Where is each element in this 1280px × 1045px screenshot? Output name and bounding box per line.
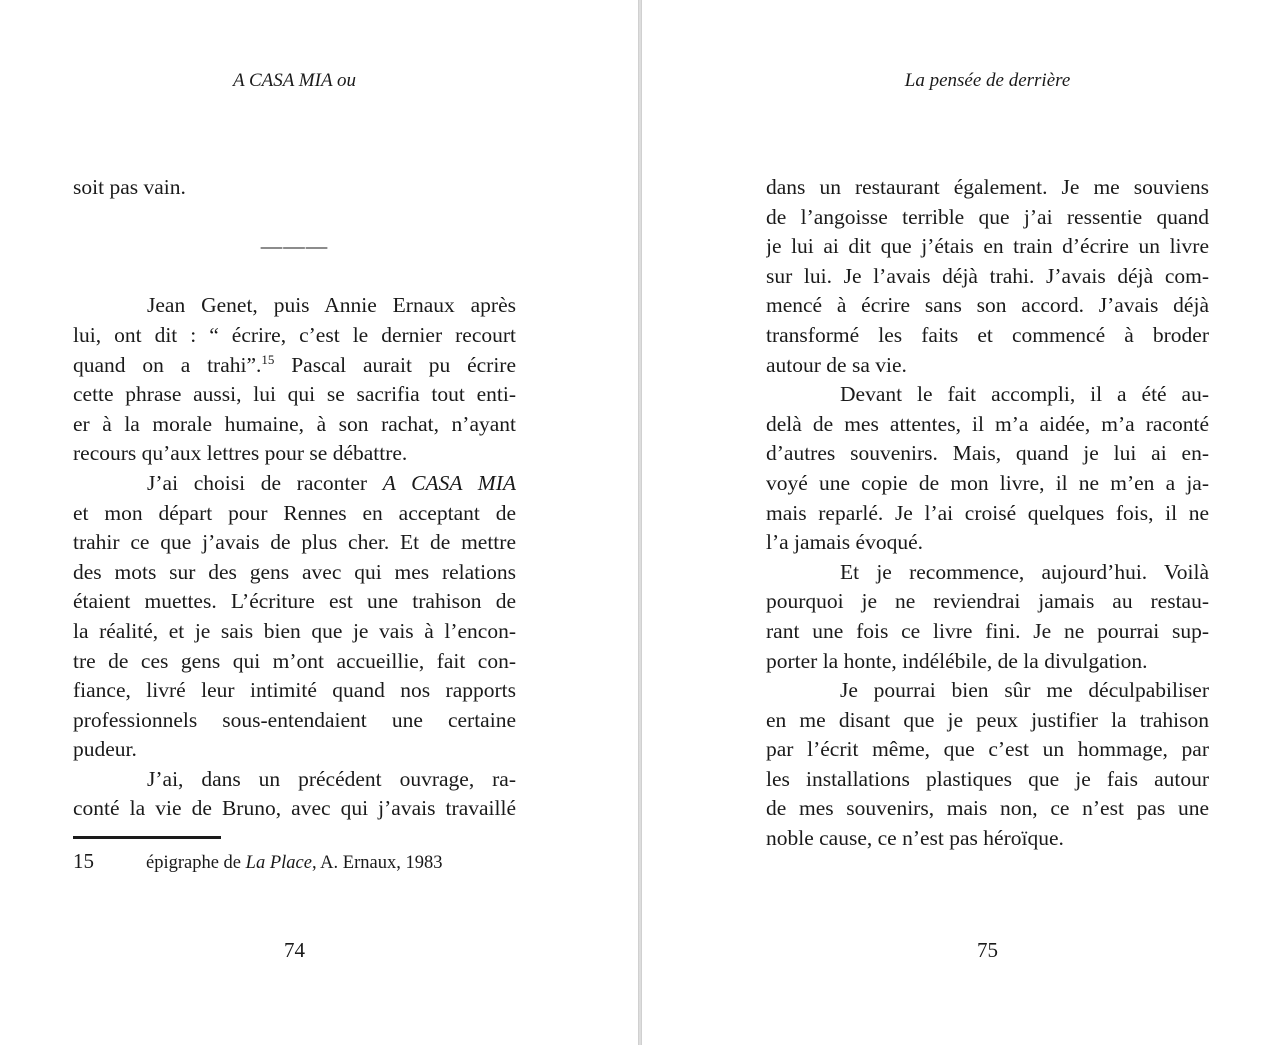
- left-body-text: [73, 173, 516, 824]
- text-line: [766, 439, 1209, 469]
- line-text: Je pourrai bien sûr me déculpabiliser: [840, 678, 1209, 703]
- line-text: quand on a trahi”.: [73, 352, 262, 377]
- text-line: [766, 499, 1209, 529]
- line-text: voyé une copie de mon livre, il ne m’en a ja-: [766, 470, 1209, 495]
- text-line: [73, 203, 516, 233]
- line-text: en me disant que je peux justifier la trahison: [766, 707, 1209, 732]
- line-text: professionnels sous-entendaient une certaine: [73, 707, 516, 732]
- page-number-right: 75: [977, 938, 998, 962]
- text-line: [766, 351, 1209, 381]
- text-line: [766, 765, 1209, 795]
- text-line: [766, 469, 1209, 499]
- footnote-number: 15: [73, 849, 94, 873]
- text-line: [73, 706, 516, 736]
- text-line: [766, 173, 1209, 203]
- text-line: [73, 647, 516, 677]
- line-text: d’autres souvenirs. Mais, quand je lui ai en-: [766, 441, 1209, 466]
- right-page: [642, 0, 1280, 1045]
- text-line: [73, 321, 516, 351]
- text-line: [766, 380, 1209, 410]
- text-line: [766, 203, 1209, 233]
- line-text: et mon départ pour Rennes en acceptant de: [73, 500, 516, 525]
- footnote-text-before: épigraphe de: [146, 853, 246, 873]
- line-text: noble cause, ce n’est pas héroïque.: [766, 826, 1064, 851]
- line-text: je lui ai dit que j’étais en train d’écrire un livre: [766, 234, 1209, 259]
- line-text: de l’angoisse terrible que j’ai ressentie quand: [766, 204, 1209, 229]
- text-line: [766, 321, 1209, 351]
- line-text: trahir ce que j’avais de plus cher. Et de mettre: [73, 530, 516, 555]
- line-text: delà de mes attentes, il m’a aidée, m’a raconté: [766, 411, 1209, 436]
- text-line: [766, 291, 1209, 321]
- text-line: [73, 617, 516, 647]
- footnote-rule: [73, 836, 221, 839]
- line-text: la réalité, et je sais bien que je vais à l’encon-: [73, 618, 516, 643]
- page-number-left: 74: [284, 938, 305, 962]
- line-text: Devant le fait accompli, il a été au-: [840, 382, 1209, 407]
- text-line: [73, 676, 516, 706]
- line-text: soit pas vain.: [73, 175, 186, 199]
- line-text: cette phrase aussi, lui qui se sacrifia tout enti-: [73, 382, 516, 407]
- text-line: [766, 587, 1209, 617]
- text-line: [766, 528, 1209, 558]
- text-line: [73, 351, 516, 381]
- text-line: [73, 794, 516, 824]
- line-text: autour de sa vie.: [766, 352, 907, 377]
- line-text: J’ai choisi de raconter: [147, 470, 383, 495]
- line-text: dans un restaurant également. Je me souviens: [766, 175, 1209, 199]
- text-line: [73, 410, 516, 440]
- text-line: [73, 558, 516, 588]
- text-line: [766, 232, 1209, 262]
- text-line: [73, 587, 516, 617]
- footnote-reference: 15: [261, 351, 275, 367]
- text-line: [766, 794, 1209, 824]
- text-line: [73, 735, 516, 765]
- text-line: [766, 735, 1209, 765]
- line-text: rant une fois ce livre fini. Je ne pourrai sup-: [766, 618, 1209, 643]
- text-line: [73, 262, 516, 292]
- line-text: des mots sur des gens avec qui mes relations: [73, 559, 516, 584]
- text-line: [73, 528, 516, 558]
- text-line: [766, 262, 1209, 292]
- text-line: [73, 765, 516, 795]
- text-line: [766, 824, 1209, 854]
- text-line: [766, 617, 1209, 647]
- line-text: lui, ont dit : “ écrire, c’est le dernier recourt: [73, 322, 516, 347]
- text-line: [766, 410, 1209, 440]
- text-line: [766, 647, 1209, 677]
- line-text: Et je recommence, aujourd’hui. Voilà: [840, 559, 1209, 584]
- text-line: [73, 439, 516, 469]
- right-body-text: [766, 173, 1209, 854]
- line-text: mais reparlé. Je l’ai croisé quelques fois, il ne: [766, 500, 1209, 525]
- line-text: fiance, livré leur intimité quand nos rapports: [73, 678, 516, 703]
- text-line: [73, 380, 516, 410]
- line-text: de mes souvenirs, mais non, ce n’est pas une: [766, 796, 1209, 821]
- text-line: [766, 558, 1209, 588]
- line-text: l’a jamais évoqué.: [766, 530, 924, 555]
- line-text: mencé à écrire sans son accord. J’avais déjà: [766, 293, 1209, 318]
- text-line: [73, 499, 516, 529]
- line-text: sur lui. Je l’avais déjà trahi. J’avais déjà com-: [766, 263, 1209, 288]
- line-text: étaient muettes. L’écriture est une trahison de: [73, 589, 516, 614]
- text-line: [73, 291, 516, 321]
- footnote: [73, 848, 516, 876]
- section-separator: ———: [260, 234, 329, 259]
- text-line: [73, 469, 516, 499]
- text-line: [73, 232, 516, 262]
- line-text: pudeur.: [73, 737, 137, 762]
- line-text: recours qu’aux lettres pour se débattre.: [73, 441, 408, 466]
- line-text-after: Pascal aurait pu écrire: [274, 352, 516, 377]
- line-text: er à la morale humaine, à son rachat, n’ayant: [73, 411, 516, 436]
- line-text: porter la honte, indélébile, de la divulgation.: [766, 648, 1148, 673]
- line-text: les installations plastiques que je fais autour: [766, 766, 1209, 791]
- line-text: tre de ces gens qui m’ont accueillie, fait con-: [73, 648, 516, 673]
- italic-title: A CASA MIA: [382, 470, 516, 495]
- text-line: [766, 676, 1209, 706]
- footnote-title: La Place: [245, 853, 312, 873]
- running-head-left: A CASA MIA ou: [233, 70, 356, 91]
- line-text: Jean Genet, puis Annie Ernaux après: [147, 293, 516, 318]
- text-line: [73, 173, 516, 203]
- footnote-text-after: , A. Ernaux, 1983: [311, 853, 443, 873]
- running-head-right: La pensée de derrière: [904, 70, 1071, 91]
- line-text: J’ai, dans un précédent ouvrage, ra-: [147, 766, 516, 791]
- line-text: par l’écrit même, que c’est un hommage, par: [766, 737, 1209, 762]
- line-text: transformé les faits et commencé à broder: [766, 322, 1209, 347]
- line-text: pourquoi je ne reviendrai jamais au restau-: [766, 589, 1209, 614]
- text-line: [766, 706, 1209, 736]
- line-text: conté la vie de Bruno, avec qui j’avais travaillé: [73, 796, 516, 821]
- left-page: [0, 0, 638, 1045]
